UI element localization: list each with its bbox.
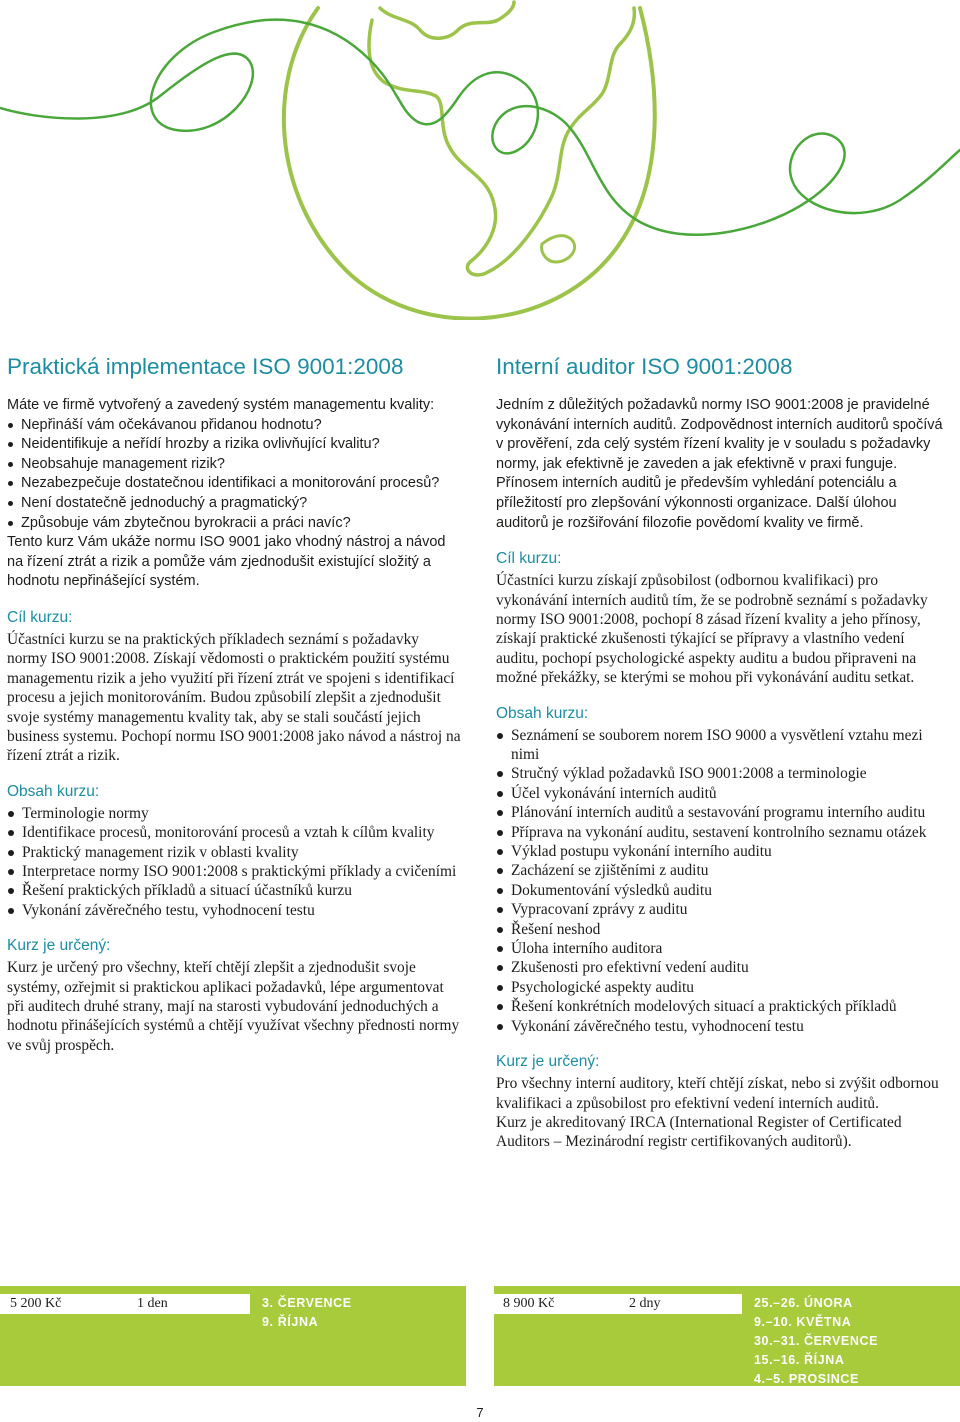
list-item: Příprava na vykonání auditu, sestavení kontrolního seznamu otázek xyxy=(496,823,948,842)
footer-right-date: 25.–26. ÚNORA xyxy=(754,1296,853,1310)
page-number: 7 xyxy=(476,1405,484,1420)
right-goal-text: Účastníci kurzu získají způsobilost (odbornou kvalifikaci) pro vykonávání interních auditů tím, že se podrobně seznámí s požadavky normy ISO 9001:2008, pochopí 8 zásad řízení kvality a jeho přínosy, získají praktické zkušenosti týkající se přípravy a vlastního vedení auditu, pochopí psychologické aspekty auditu a budou připraveni na možné překážky, se kterými se mohou při vykonávání auditu setkat. xyxy=(496,572,928,687)
right-title: Interní auditor ISO 9001:2008 xyxy=(496,354,793,379)
list-item: Neidentifikuje a neřídí hrozby a rizika ovlivňující kvalitu? xyxy=(7,435,462,455)
right-content-heading: Obsah kurzu: xyxy=(496,704,589,722)
right-goal-heading: Cíl kurzu: xyxy=(496,550,562,568)
list-item: Identifikace procesů, monitorování procesů a vztah k cílům kvality xyxy=(7,823,462,842)
footer-right-date: 4.–5. PROSINCE xyxy=(754,1372,859,1386)
right-content-list xyxy=(496,726,948,1037)
list-item: Seznámení se souborem norem ISO 9000 a vysvětlení vztahu mezi nimi xyxy=(496,726,948,765)
footer-right-price: 8 900 Kč xyxy=(503,1296,555,1311)
list-item: Interpretace normy ISO 9001:2008 s praktickými příklady a cvičeními xyxy=(7,862,462,881)
left-content-heading: Obsah kurzu: xyxy=(7,782,100,800)
footer-left-price: 5 200 Kč xyxy=(10,1296,62,1311)
list-item: Vykonání závěrečného testu, vyhodnocení testu xyxy=(496,1017,948,1036)
list-item: Dokumentování výsledků auditu xyxy=(496,881,948,900)
footer-left-date: 9. ŘÍJNA xyxy=(262,1315,319,1329)
list-item: Plánování interních auditů a sestavování programu interního auditu xyxy=(496,803,948,822)
left-goal-text: Účastníci kurzu se na praktických příkladech seznámí s požadavky normy ISO 9001:2008. Získají vědomosti o praktickém použití systému managementu rizik a jeho využití při řízení ztrát ve spojeni s identifikací procesu a jejich monitorováním. Budou způsobilí zlepšit a zjednodušit svoje systémy managementu kvality tak, aby se stali součástí jejich business systemu. Pochopí normu ISO 9001:2008 jako návod a nástroj na řízení ztrát a rizik. xyxy=(7,630,461,765)
left-audience-text: Kurz je určený pro všechny, kteří chtějí zlepšit a zjednodušit svoje systémy, ozřejmit si praktickou aplikaci požadavků, lépe argumentovat při auditech druhé strany, mají na starosti vybudování jednoduchých a hodnotu přinášejících systémů a chtějí využívat všechny přednosti normy ve svůj prospěch. xyxy=(7,959,460,1054)
right-audience-text: Pro všechny interní auditory, kteří chtějí získat, nebo si zvýšit odbornou kvalifikaci a způsobilost pro efektivní vedení interních auditů. xyxy=(496,1075,939,1112)
list-item: Vypracovaní zprávy z auditu xyxy=(496,900,948,919)
list-item: Nezabezpečuje dostatečnou identifikaci a monitorování procesů? xyxy=(7,474,462,494)
footer-right-date: 30.–31. ČERVENCE xyxy=(754,1334,879,1348)
footer-left-duration: 1 den xyxy=(137,1296,168,1311)
list-item: Neobsahuje management rizik? xyxy=(7,455,462,475)
list-item: Řešení konkrétních modelových situací a praktických příkladů xyxy=(496,997,948,1016)
continent-islands-icon xyxy=(542,236,575,262)
continent-europe-icon xyxy=(380,2,514,38)
string-line-icon xyxy=(0,20,960,235)
list-item: Stručný výklad požadavků ISO 9001:2008 a terminologie xyxy=(496,764,948,783)
left-title: Praktická implementace ISO 9001:2008 xyxy=(7,354,404,379)
list-item: Účel vykonávání interních auditů xyxy=(496,784,948,803)
list-item: Psychologické aspekty auditu xyxy=(496,978,948,997)
list-item: Úloha interního auditora xyxy=(496,939,948,958)
right-column xyxy=(496,352,948,1152)
list-item: Praktický management rizik v oblasti kvality xyxy=(7,843,462,862)
list-item: Zacházení se zjištěními z auditu xyxy=(496,861,948,880)
list-item: Není dostatečně jednoduchý a pragmatický? xyxy=(7,494,462,514)
right-intro: Jedním z důležitých požadavků normy ISO 9001:2008 je pravidelné vykonávání interních auditů. Zodpovědnost interních auditorů spočívá v prověření, zda celý systém řízení kvality je v souladu s požadavky normy, jak efektivně je zaveden a jak efektivně v praxi funguje. Přínosem interních auditů je především vyhledání potenciálu a příležitostí pro zlepšování výkonnosti organizace. Další úlohou auditorů je rozšiřování filozofie povědomí kvality ve firmě. xyxy=(496,397,943,531)
right-accreditation: Kurz je akreditovaný IRCA (International Register of Certificated Auditors – Mezinárodní registr certifikovaných auditorů). xyxy=(496,1113,902,1151)
left-content-list xyxy=(7,804,462,920)
list-item: Výklad postupu vykonání interního auditu xyxy=(496,842,948,861)
list-item: Nepřináší vám očekávanou přidanou hodnotu? xyxy=(7,416,462,436)
left-question-list xyxy=(7,416,462,534)
footer-right-price-box xyxy=(494,1286,960,1386)
left-column xyxy=(7,352,462,1055)
list-item: Řešení praktických příkladů a situací účastníků kurzu xyxy=(7,881,462,900)
left-closing: Tento kurz Vám ukáže normu ISO 9001 jako vhodný nástroj a návod na řízení ztrát a rizik a pomůže vám zjednodušit existující složitý a hodnotu nepřinášející systém. xyxy=(7,534,446,590)
right-audience-heading: Kurz je určený: xyxy=(496,1053,600,1071)
left-goal-heading: Cíl kurzu: xyxy=(7,608,73,626)
list-item: Vykonání závěrečného testu, vyhodnocení testu xyxy=(7,901,462,920)
footer-right-date: 9.–10. KVĚTNA xyxy=(754,1315,852,1329)
list-item: Zkušenosti pro efektivní vedení auditu xyxy=(496,958,948,977)
footer-left-date: 3. ČERVENCE xyxy=(262,1296,352,1310)
globe-illustration xyxy=(0,0,960,320)
list-item: Řešení neshod xyxy=(496,920,948,939)
footer-left-price-box xyxy=(0,1286,466,1386)
continent-africa-icon xyxy=(369,8,634,275)
list-item: Terminologie normy xyxy=(7,804,462,823)
left-intro: Máte ve firmě vytvořený a zavedený systém managementu kvality: xyxy=(7,397,435,413)
list-item: Způsobuje vám zbytečnou byrokracii a práci navíc? xyxy=(7,514,462,534)
footer-right-duration: 2 dny xyxy=(629,1296,661,1311)
footer-right-date: 15.–16. ŘÍJNA xyxy=(754,1353,845,1367)
left-audience-heading: Kurz je určený: xyxy=(7,937,111,955)
